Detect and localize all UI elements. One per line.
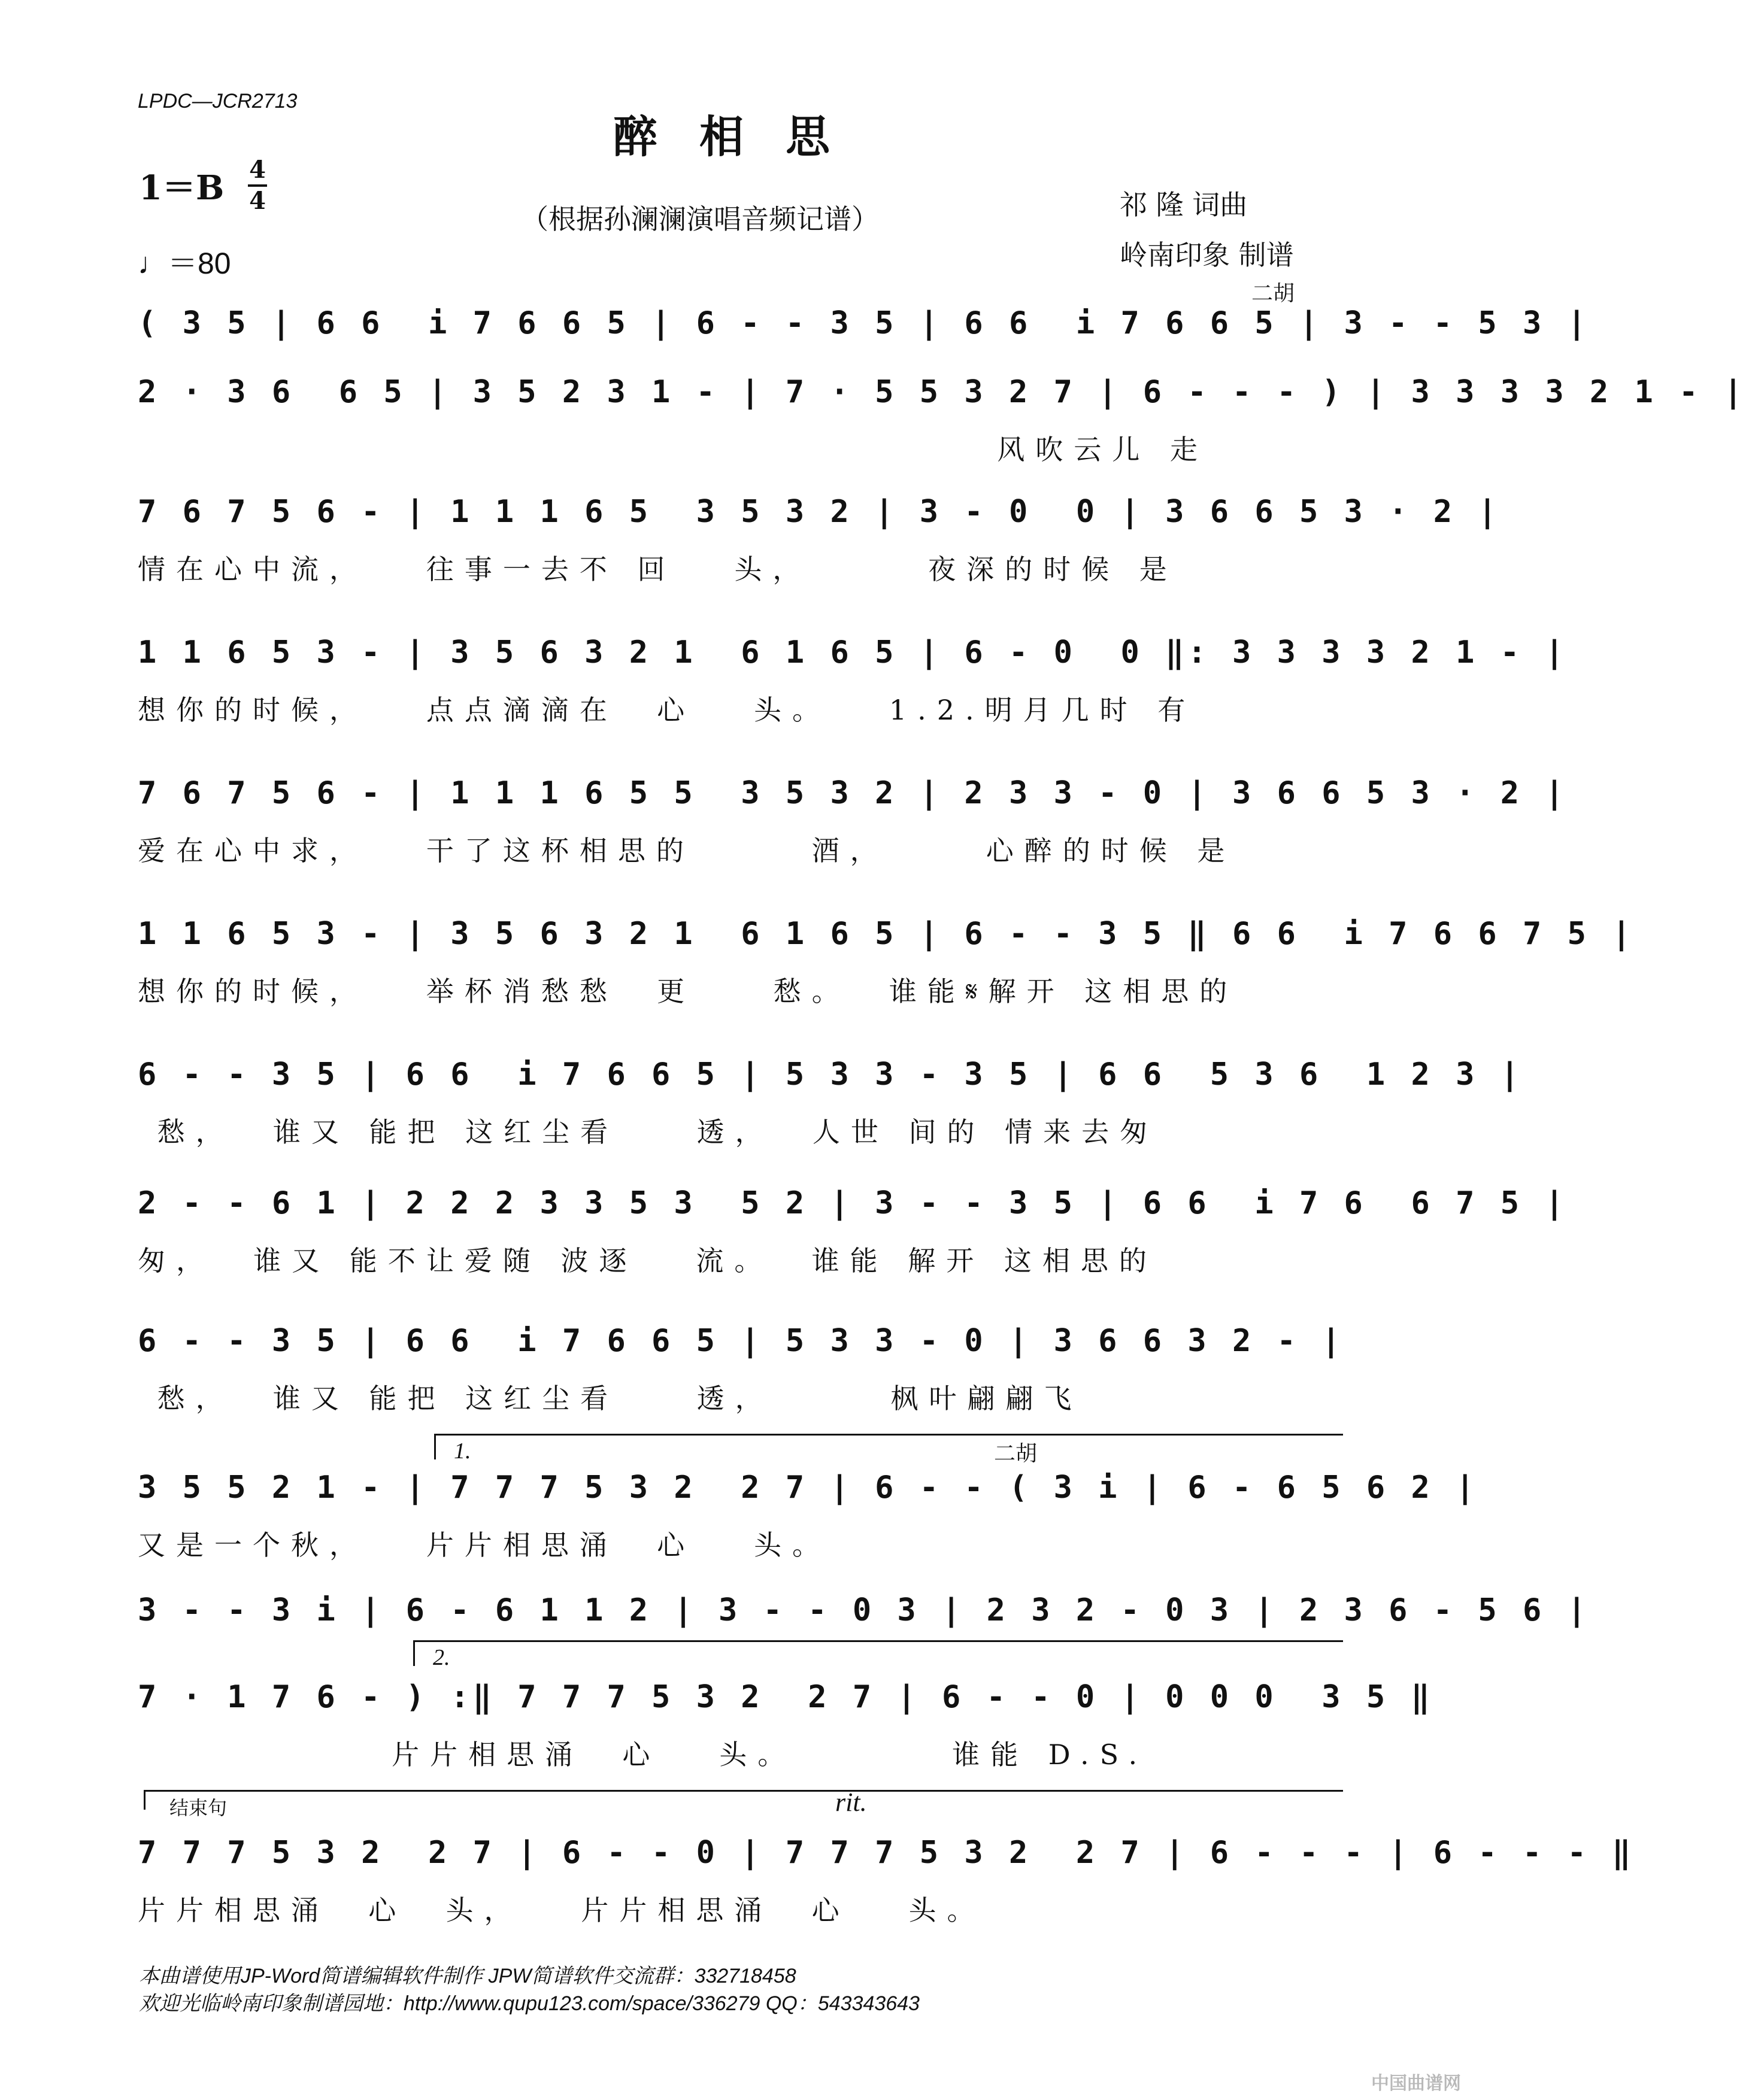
time-signature	[245, 157, 269, 214]
key-signature: 1＝B	[139, 168, 225, 208]
score-system-12	[138, 1679, 1433, 1771]
ending-label: 结束句	[169, 1796, 228, 1819]
notation-line: 7 7 7 5 3 2 2 7 | 6 - - 0 | 7 7 7 5 3 2 2 7 | 6 - - - | 6 - - - ‖	[138, 1835, 1635, 1871]
lyric-line: 又是一个秋， 片片相思涌 心 头。	[138, 1529, 830, 1561]
erhu-mark-1: 二胡	[1251, 281, 1295, 306]
score-system-13	[138, 1835, 1635, 1926]
credit-lyrics: 祁 隆 词曲	[1120, 189, 1248, 221]
volta-2-bracket	[413, 1640, 1343, 1670]
score-system-9	[138, 1323, 1347, 1413]
score-system-11	[138, 1592, 1590, 1640]
notation-line: 6 - - 3 5 | 6 6 i 7 6 6 5 | 5 3 3 - 0 | 3 6 6 3 2 - |	[138, 1323, 1344, 1359]
lyric-line: 片片相思涌 心 头， 片片相思涌 心 头。	[138, 1894, 986, 1926]
notation-line: 1 1 6 5 3 - | 3 5 6 3 2 1 6 1 6 5 | 6 - 0 0 ‖: 3 3 3 3 2 1 - |	[138, 635, 1568, 670]
lyric-line: 爱在心中求， 干了这杯相思的 酒， 心醉的时候 是	[138, 834, 1236, 867]
score-system-8	[138, 1185, 1568, 1277]
notation-line: 1 1 6 5 3 - | 3 5 6 3 2 1 6 1 6 5 | 6 - - 3 5 ‖ 6 6 i 7 6 6 7 5 |	[138, 916, 1635, 952]
lyric-line: 愁， 谁又 能把 这红尘看 透， 人世 间的 情来去匆	[138, 1116, 1159, 1148]
ending-bracket	[144, 1790, 1343, 1819]
site-watermark: 中国曲谱网	[1371, 2073, 1461, 2094]
notation-line: 3 5 5 2 1 - | 7 7 7 5 3 2 2 7 | 6 - - ( 3 i | 6 - 6 5 6 2 |	[138, 1470, 1478, 1506]
notation-line: 7 6 7 5 6 - | 1 1 1 6 5 3 5 3 2 | 3 - 0 0 | 3 6 6 5 3 · 2 |	[138, 494, 1501, 530]
score-system-4	[138, 635, 1568, 726]
song-title: 醉相思	[613, 111, 872, 163]
notation-line: 2 - - 6 1 | 2 2 2 3 3 5 3 5 2 | 3 - - 3 5 | 6 6 i 7 6 6 7 5 |	[138, 1185, 1568, 1221]
lyric-line: 匆， 谁又 能不让爱随 波逐 流。 谁能 解开 这相思的	[138, 1245, 1157, 1277]
volta-2-label: 2.	[433, 1645, 450, 1670]
score-system-2	[138, 374, 1746, 466]
footer	[139, 1962, 920, 2017]
notation-line: 2 · 3 6 6 5 | 3 5 2 3 1 - | 7 · 5 5 3 2 7 | 6 - - - ) | 3 3 3 3 2 1 - |	[138, 374, 1746, 410]
score-system-10	[138, 1470, 1478, 1561]
volta-1-label: 1.	[454, 1439, 471, 1464]
rit-mark: rit.	[835, 1788, 867, 1817]
footer-line-1: 本曲谱使用JP-Word简谱编辑软件制作 JPW简谱软件交流群：332718458	[139, 1965, 796, 1987]
lyric-line: 情在心中流， 往事一去不 回 头， 夜深的时候 是	[138, 553, 1178, 585]
time-signature-bottom: 4	[249, 187, 266, 215]
score-system-7	[138, 1057, 1523, 1148]
score-code: LPDC—JCR2713	[138, 90, 298, 113]
lyric-line: 愁， 谁又 能把 这红尘看 透， 枫叶翩翩飞	[138, 1382, 1083, 1415]
score-system-1	[138, 305, 1590, 353]
score-system-6	[138, 916, 1635, 1007]
notation-line: 6 - - 3 5 | 6 6 i 7 6 6 5 | 5 3 3 - 3 5 | 6 6 5 3 6 1 2 3 |	[138, 1057, 1523, 1093]
erhu-mark-2: 二胡	[994, 1442, 1038, 1466]
score-system-5	[138, 775, 1568, 867]
notation-line: 7 6 7 5 6 - | 1 1 1 6 5 5 3 5 3 2 | 2 3 3 - 0 | 3 6 6 5 3 · 2 |	[138, 775, 1568, 811]
lyric-line: 想你的时候， 举杯消愁愁 更 愁。 谁能𝄋解开 这相思的	[138, 975, 1238, 1007]
subtitle: （根据孙澜澜演唱音频记谱）	[521, 203, 879, 235]
volta-1-bracket	[434, 1434, 1343, 1464]
credit-notation: 岭南印象 制谱	[1120, 239, 1294, 271]
lyric-line: 想你的时候， 点点滴滴在 心 头。 1.2.明月几时 有	[138, 694, 1196, 726]
tempo-marking: ♩＝80	[138, 247, 231, 280]
notation-line: ( 3 5 | 6 6 i 7 6 6 5 | 6 - - 3 5 | 6 6 i 7 6 6 5 | 3 - - 5 3 |	[138, 305, 1590, 341]
footer-line-2: 欢迎光临岭南印象制谱园地：http://www.qupu123.com/space/336279 QQ：543343643	[139, 1992, 920, 2015]
time-signature-top: 4	[249, 156, 266, 184]
score-system-3	[138, 494, 1501, 585]
lyric-line: 片片相思涌 心 头。 谁能 D.S.	[138, 1738, 1148, 1771]
lyric-line: 风吹云儿 走	[138, 433, 1208, 466]
credits	[1120, 180, 1294, 280]
notation-line: 7 · 1 7 6 - ) :‖ 7 7 7 5 3 2 2 7 | 6 - - 0 | 0 0 0 3 5 ‖	[138, 1679, 1433, 1715]
notation-line: 3 - - 3 i | 6 - 6 1 1 2 | 3 - - 0 3 | 2 3 2 - 0 3 | 2 3 6 - 5 6 |	[138, 1592, 1590, 1628]
